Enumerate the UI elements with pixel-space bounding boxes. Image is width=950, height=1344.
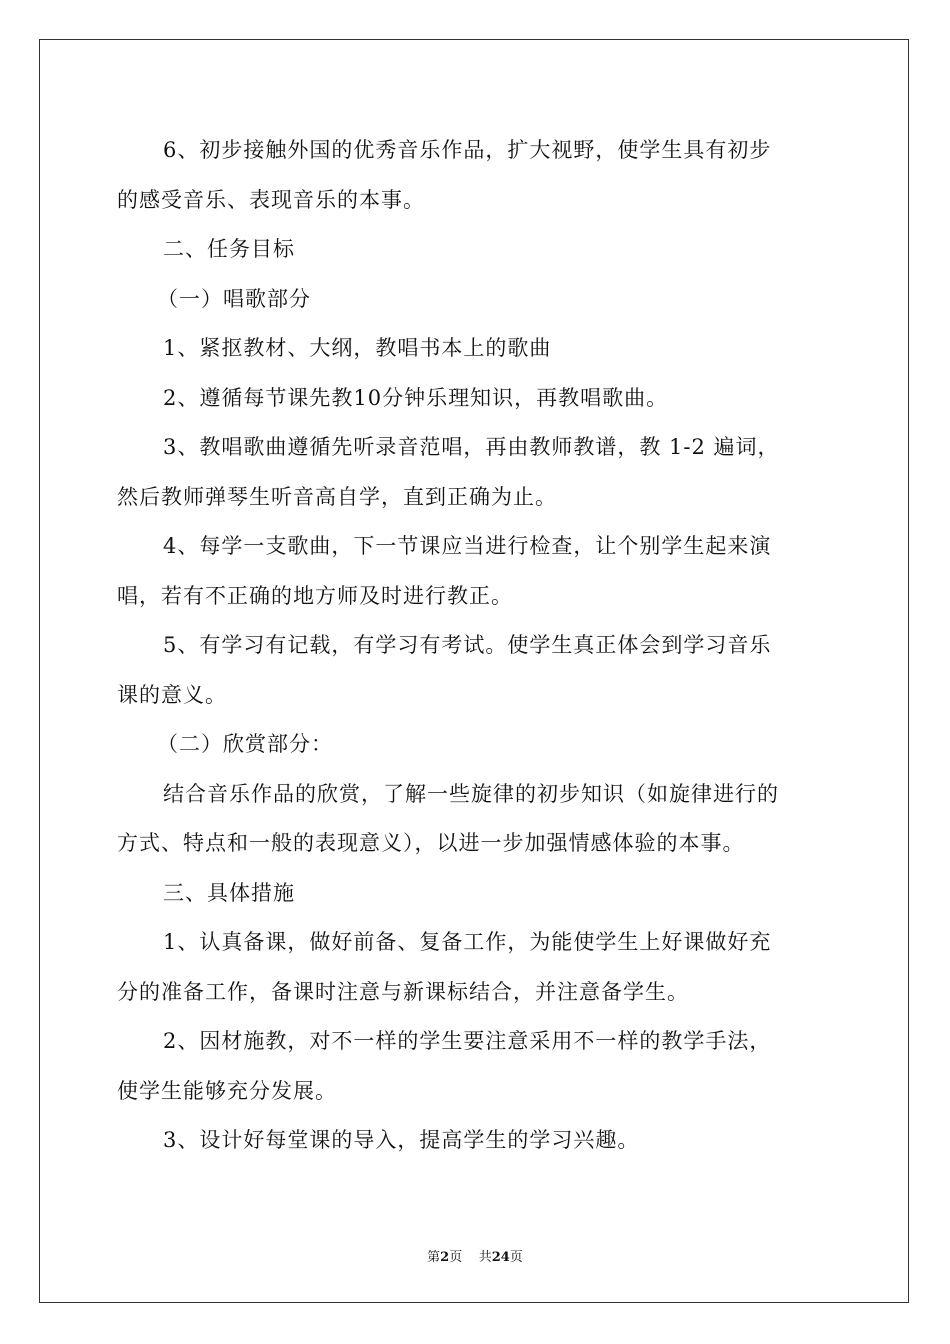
paragraph-line: 使学生能够充分发展。 [117,1078,337,1103]
total-prefix: 共 [478,1250,492,1265]
paragraph-line: 然后教师弹琴生听音高自学，直到正确为止。 [117,484,557,509]
paragraph-line: 3、设计好每堂课的导入，提高学生的学习兴趣。 [163,1128,640,1152]
paragraph-line: 5、有学习有记载，有学习有考试。使学生真正体会到学习音乐 [163,633,772,657]
paragraph-line: 的感受音乐、表现音乐的本事。 [117,187,425,212]
paragraph-line: 1、紧抠教材、大纲，教唱书本上的歌曲 [163,336,552,360]
document-body [117,126,837,1166]
page-suffix: 页 [449,1250,463,1265]
paragraph-line: 课的意义。 [117,682,227,707]
subsection-heading: （一）唱歌部分 [157,286,311,311]
paragraph-line: 1、认真备课，做好前备、复备工作，为能使学生上好课做好充 [163,930,772,954]
page-number: 2 [440,1250,450,1265]
paragraph-line: 6、初步接触外国的优秀音乐作品，扩大视野，使学生具有初步 [163,138,772,162]
page-footer [0,1246,950,1265]
paragraph-line: 4、每学一支歌曲，下一节课应当进行检查，让个别学生起来演 [163,534,772,558]
paragraph-line: 结合音乐作品的欣赏，了解一些旋律的初步知识（如旋律进行的 [163,781,779,806]
subsection-heading: （二）欣赏部分： [157,732,333,756]
total-pages: 24 [491,1250,510,1265]
section-heading: 三、具体措施 [163,880,295,905]
section-heading: 二、任务目标 [163,237,295,261]
paragraph-line: 方式、特点和一般的表现意义），以进一步加强情感体验的本事。 [117,831,745,855]
paragraph-line: 3、教唱歌曲遵循先听录音范唱，再由教师教谱，教 1-2 遍词， [163,435,780,459]
total-suffix: 页 [509,1250,523,1265]
paragraph-line: 分的准备工作，备课时注意与新课标结合，并注意备学生。 [117,979,689,1004]
paragraph-line: 2、因材施教，对不一样的学生要注意采用不一样的教学手法， [163,1029,772,1053]
paragraph-line: 2、遵循每节课先教10分钟乐理知识，再教唱歌曲。 [163,385,669,410]
paragraph-line: 唱，若有不正确的地方师及时进行教正。 [117,583,513,608]
page-prefix: 第 [427,1250,441,1265]
